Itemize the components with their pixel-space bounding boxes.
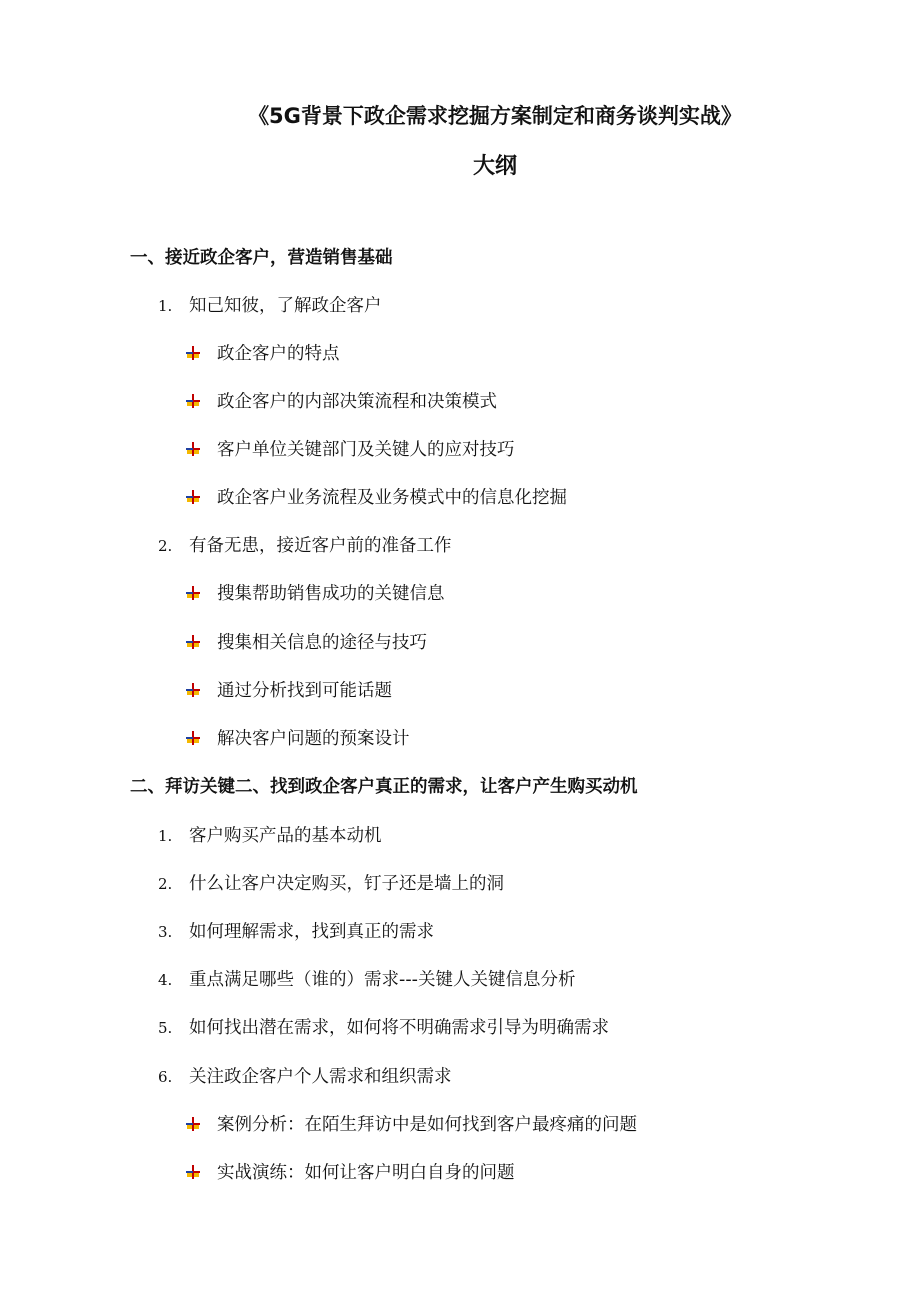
numbered-item xyxy=(158,968,575,992)
item-number: 6. xyxy=(158,1068,173,1086)
bullet-icon xyxy=(186,637,217,649)
bullet-icon xyxy=(186,685,217,697)
bullet-text: 客户单位关键部门及关键人的应对技巧 xyxy=(217,440,515,460)
bullet-item xyxy=(186,1113,637,1137)
numbered-item xyxy=(158,1016,609,1040)
numbered-item xyxy=(158,872,504,896)
item-text: 有备无患，接近客户前的准备工作 xyxy=(189,536,452,556)
bullet-text: 政企客户的特点 xyxy=(217,344,340,364)
item-number: 2. xyxy=(158,875,173,893)
section-heading: 二、拜访关键二、找到政企客户真正的需求，让客户产生购买动机 xyxy=(130,777,638,797)
page-subtitle: 大纲 xyxy=(472,154,517,179)
bullet-icon xyxy=(186,1167,217,1179)
numbered-item xyxy=(158,824,382,848)
bullet-icon xyxy=(186,444,217,456)
item-text: 如何找出潜在需求，如何将不明确需求引导为明确需求 xyxy=(189,1018,609,1038)
bullet-text: 政企客户的内部决策流程和决策模式 xyxy=(217,392,497,412)
bullet-item xyxy=(186,1161,515,1185)
item-number: 1. xyxy=(158,827,173,845)
bullet-item xyxy=(186,342,340,366)
bullet-icon xyxy=(186,588,217,600)
item-text: 重点满足哪些（谁的）需求---关键人关键信息分析 xyxy=(189,970,576,990)
numbered-item xyxy=(158,534,452,558)
bullet-text: 实战演练：如何让客户明白自身的问题 xyxy=(217,1163,515,1183)
item-text: 什么让客户决定购买，钉子还是墙上的洞 xyxy=(189,874,504,894)
item-text: 客户购买产品的基本动机 xyxy=(189,826,382,846)
bullet-item xyxy=(186,390,497,414)
item-text: 知己知彼，了解政企客户 xyxy=(189,296,382,316)
bullet-icon xyxy=(186,733,217,745)
section-heading: 一、接近政企客户，营造销售基础 xyxy=(130,248,393,268)
page-title: 《5G背景下政企需求挖掘方案制定和商务谈判实战》 xyxy=(248,104,742,128)
bullet-text: 通过分析找到可能话题 xyxy=(217,681,392,701)
bullet-text: 政企客户业务流程及业务模式中的信息化挖掘 xyxy=(217,488,567,508)
bullet-item xyxy=(186,582,445,606)
numbered-item xyxy=(158,920,434,944)
bullet-icon xyxy=(186,396,217,408)
bullet-text: 案例分析：在陌生拜访中是如何找到客户最疼痛的问题 xyxy=(217,1115,637,1135)
item-number: 5. xyxy=(158,1019,173,1037)
bullet-text: 搜集相关信息的途径与技巧 xyxy=(217,633,427,653)
bullet-item xyxy=(186,486,567,510)
item-text: 关注政企客户个人需求和组织需求 xyxy=(189,1067,452,1087)
bullet-item xyxy=(186,631,427,655)
numbered-item xyxy=(158,1065,452,1089)
item-number: 1. xyxy=(158,297,173,315)
item-number: 3. xyxy=(158,923,173,941)
numbered-item xyxy=(158,294,382,318)
bullet-item xyxy=(186,679,392,703)
bullet-item xyxy=(186,727,410,751)
bullet-text: 搜集帮助销售成功的关键信息 xyxy=(217,584,445,604)
item-number: 2. xyxy=(158,537,173,555)
item-text: 如何理解需求，找到真正的需求 xyxy=(189,922,434,942)
bullet-icon xyxy=(186,1119,217,1131)
item-number: 4. xyxy=(158,971,173,989)
bullet-icon xyxy=(186,348,217,360)
bullet-icon xyxy=(186,492,217,504)
bullet-item xyxy=(186,438,515,462)
bullet-text: 解决客户问题的预案设计 xyxy=(217,729,410,749)
